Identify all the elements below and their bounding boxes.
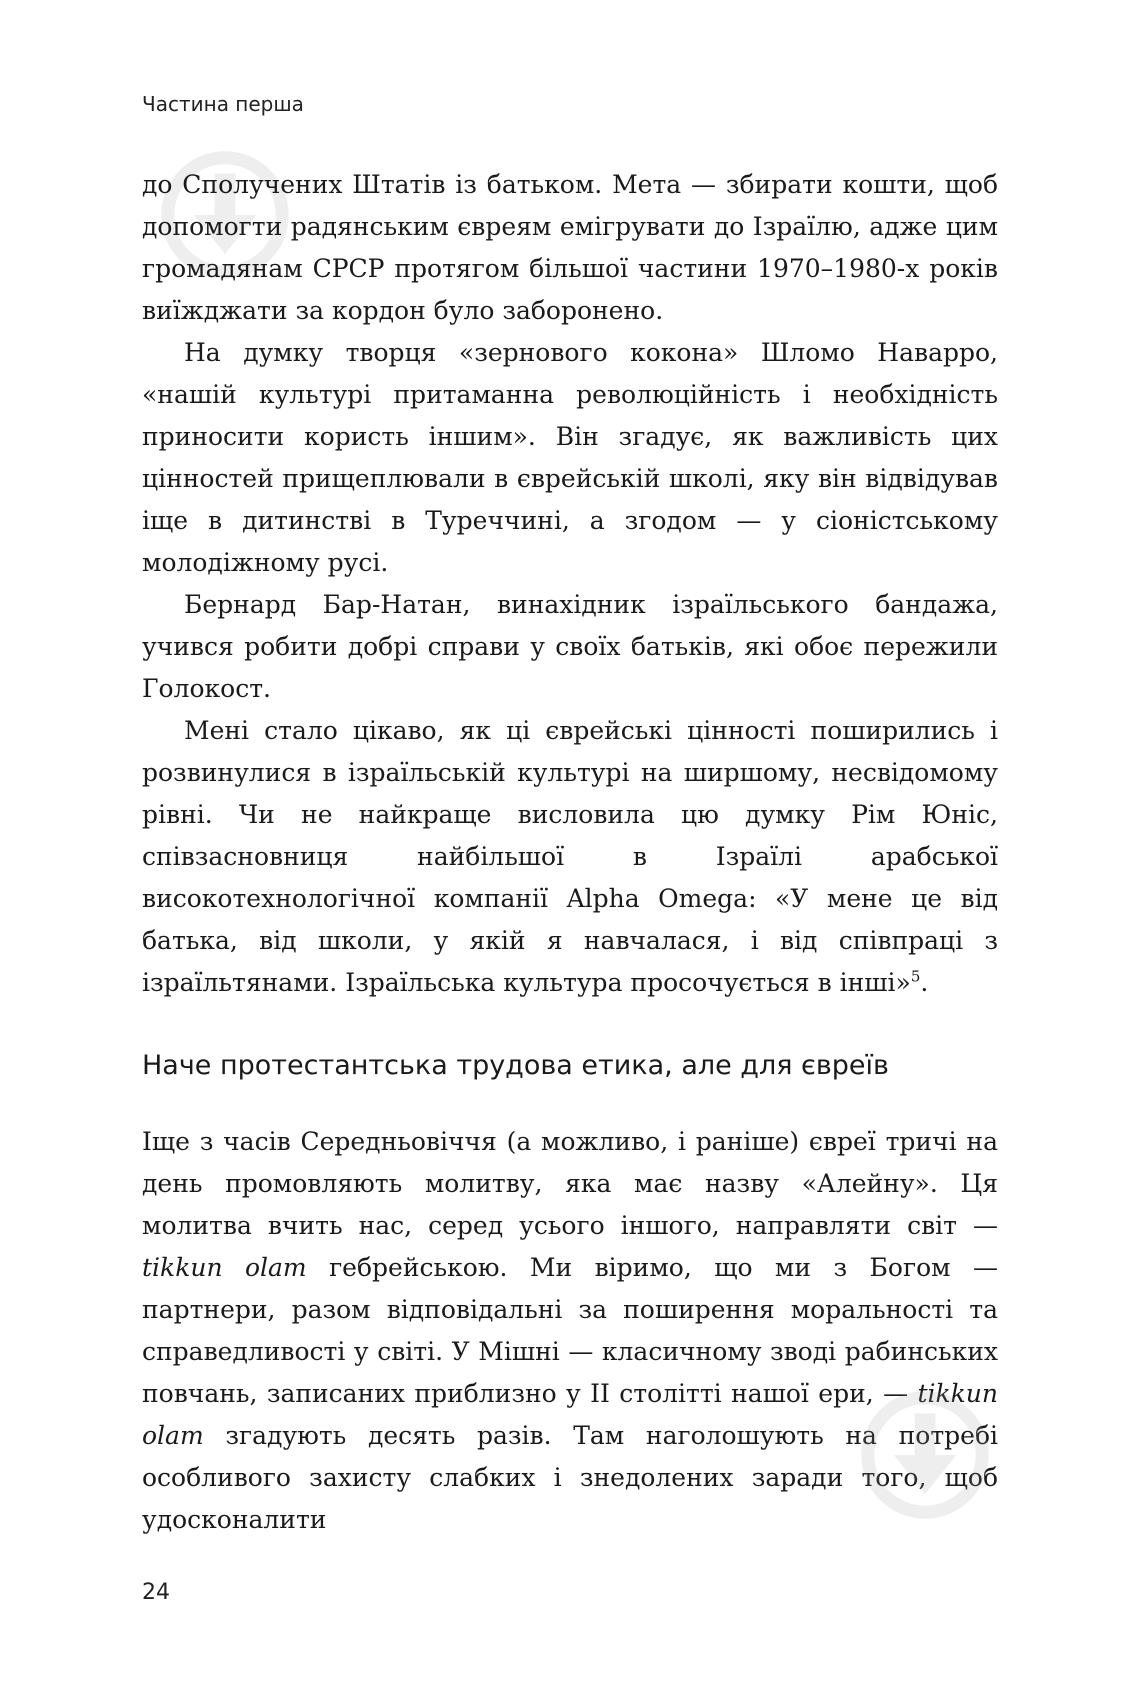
paragraph-text: Мені стало цікаво, як ці єврейські цінності поширились і розвинулися в ізраїльській культурі на ширшому, несвідомому рівні. Чи не найкраще висловила цю думку Рім Юніс, співзасновниця найбільшої в Ізраїлі арабської високотехнологічної компанії Alpha Omega: «У мене це від батька, від школи, у якій я навчалася, і від співпраці з ізраїльтянами. Ізраїльська культура просочується в інші» <box>142 716 998 997</box>
paragraph-tail: . <box>920 968 929 997</box>
footnote-marker[interactable]: 5 <box>910 967 921 986</box>
download-arrow-watermark-icon <box>860 1390 990 1520</box>
paragraph: Бернард Бар-Натан, винахідник ізраїльського бандажа, учився робити добрі справи у своїх батьків, які обоє пережили Голокост. <box>142 590 998 703</box>
running-head: Частина перша <box>142 92 304 116</box>
paragraph <box>142 710 998 1004</box>
section-heading: Наче протестантська трудова етика, але для євреїв <box>142 1050 889 1081</box>
italic-term: tikkun olam <box>142 1253 307 1282</box>
page-number: 24 <box>142 1580 170 1605</box>
paragraph-text: згадують десять разів. Там наголошують на потребі особливого захисту слабких і знедолених заради того, щоб удосконалити <box>142 1421 998 1534</box>
italic-term: tikkun olam <box>142 1379 998 1450</box>
paragraph: до Сполучених Штатів із батьком. Мета — збирати кошти, щоб допомогти радянським євреям емігрувати до Ізраїлю, адже цим громадянам СРСР протягом більшої частини 1970–1980-х років виїжджати за кордон було заборонено. <box>142 170 998 325</box>
paragraph: На думку творця «зернового кокона» Шломо Наварро, «нашій культурі притаманна революційність і необхідність приносити користь іншим». Він згадує, як важливість цих цінностей прищеплювали в єврейській школі, яку він відвідував іще в дитинстві в Туреччині, а згодом — у сіоністському молодіжному русі. <box>142 338 998 577</box>
body-text-block-1 <box>142 164 998 1004</box>
paragraph-text: гебрейською. Ми віримо, що ми з Богом — партнери, разом відповідальні за поширення моральності та справедливості у світі. У Мішні — класичному зводі рабинських повчань, записаних приблизно у II столітті нашої ери, — <box>142 1253 998 1408</box>
paragraph-text: Іще з часів Середньовіччя (а можливо, і раніше) євреї тричі на день промовляють молитву, яка має назву «Алейну». Ця молитва вчить нас, серед усього іншого, направляти світ — <box>142 1127 998 1240</box>
